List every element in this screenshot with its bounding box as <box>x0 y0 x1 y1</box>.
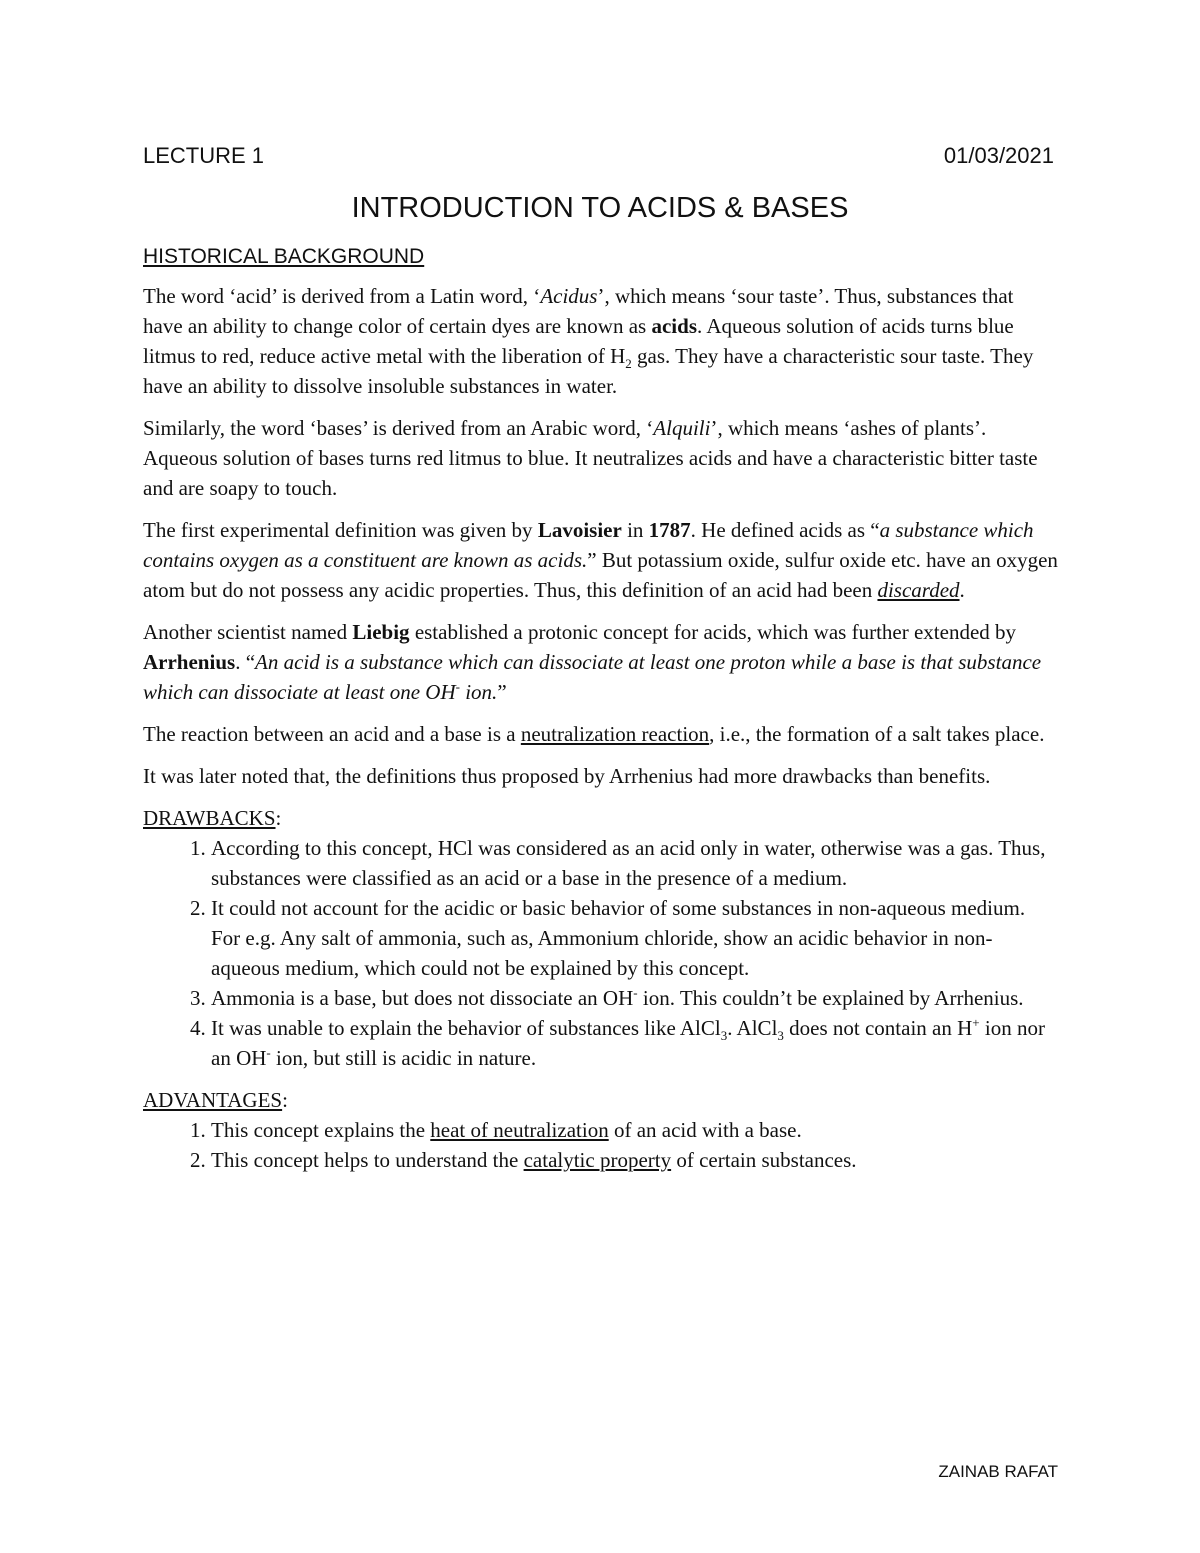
text-run: An acid is a substance which can dissociate at least one proton while a base is that substance which can dissociate at least one OH <box>143 650 1042 704</box>
paragraph-acid-origin <box>143 281 1058 401</box>
name-liebig: Liebig <box>352 620 410 644</box>
text-run: The word ‘acid’ is derived from a Latin word, ‘ <box>143 284 541 308</box>
text-run: ’, which means ‘sour taste’. Thus, substances that have an ability to change color of certain dyes are known as <box>143 284 1014 338</box>
list-item: 2. It could not account for the acidic or basic behavior of some substances in non-aqueous medium. For e.g. Any salt of ammonia, such as, Ammonium chloride, show an acidic behavior in non-aqueous medium, which could not be explained by this concept. <box>211 893 1058 983</box>
list-item <box>211 983 1058 1013</box>
quote-lavoisier: a substance which contains oxygen as a constituent are known as acids. <box>143 518 1034 572</box>
text-run: ion. This couldn’t be explained by Arrhenius. <box>637 986 1024 1010</box>
lecture-date: 01/03/2021 <box>943 143 1054 168</box>
subscript: 3 <box>720 1028 728 1044</box>
text-run: does not contain an H <box>783 1016 973 1040</box>
superscript: + <box>972 1015 980 1030</box>
section-heading-historical: HISTORICAL BACKGROUND <box>143 245 425 268</box>
author-footer: ZAINAB RAFAT <box>938 1462 1058 1481</box>
text-run: The reaction between an acid and a base is a <box>143 722 521 746</box>
text-run: , i.e., the formation of a salt takes place. <box>709 722 1045 746</box>
text-run: ’, which means ‘ashes of plants’. Aqueous solution of bases turns red litmus to blue. It neutralizes acids and have a characteristic bitter taste and are soapy to touch. <box>143 416 1038 500</box>
text-run: gas. They have a characteristic sour taste. They have an ability to dissolve insoluble substances in water. <box>143 344 1034 398</box>
advantages-list <box>143 1115 1058 1175</box>
heading-colon: : <box>282 1088 288 1112</box>
text-run: of certain substances. <box>671 1148 857 1172</box>
text-run: Similarly, the word ‘bases’ is derived from an Arabic word, ‘ <box>143 416 654 440</box>
list-item: 1. According to this concept, HCl was considered as an acid only in water, otherwise was a gas. Thus, substances were classified as an acid or a base in the presence of a medium. <box>211 833 1058 893</box>
year-1787: 1787 <box>648 518 691 542</box>
text-run: . Aqueous solution of acids turns blue litmus to red, reduce active metal with the liberation of H <box>143 314 1014 368</box>
list-item <box>211 1145 1058 1175</box>
page-title: INTRODUCTION TO ACIDS & BASES <box>351 192 849 224</box>
text-run: ion, but still is acidic in nature. <box>270 1046 537 1070</box>
subscript: 3 <box>777 1028 784 1044</box>
drawbacks-heading <box>143 803 1058 833</box>
text-run: ” But potassium oxide, sulfur oxide etc. have an oxygen atom but do not possess any acidic properties. Thus, this definition of an acid had been <box>143 548 1058 602</box>
text-run: . <box>959 578 965 602</box>
term-alquili: Alquili <box>653 416 711 440</box>
list-item <box>211 1013 1058 1073</box>
advantages-heading-label: ADVANTAGES <box>143 1088 283 1112</box>
text-run: Ammonia is a base, but does not dissociate an OH <box>211 986 634 1010</box>
term-acidus: Acidus <box>540 284 598 308</box>
drawbacks-heading-label: DRAWBACKS <box>143 806 276 830</box>
text-run: . He defined acids as “ <box>690 518 880 542</box>
text-run: . “ <box>235 650 256 674</box>
text-run: Another scientist named <box>143 620 353 644</box>
heading-colon: : <box>275 806 282 830</box>
superscript: - <box>455 679 460 694</box>
text-run: It was unable to explain the behavior of substances like AlCl <box>211 1016 721 1040</box>
superscript: - <box>633 985 638 1000</box>
text-run: The first experimental definition was given by <box>143 518 538 542</box>
text-run: established a protonic concept for acids, which was further extended by <box>409 620 1017 644</box>
term-catalytic-property: catalytic property <box>523 1148 672 1172</box>
name-arrhenius: Arrhenius <box>143 650 236 674</box>
quote-arrhenius <box>143 650 1041 704</box>
paragraph-liebig-arrhenius <box>143 617 1058 707</box>
list-item <box>211 1115 1058 1145</box>
superscript: - <box>266 1045 271 1060</box>
term-neutralization-reaction: neutralization reaction <box>520 722 710 746</box>
paragraph-drawbacks-intro: It was later noted that, the definitions thus proposed by Arrhenius had more drawbacks than benefits. <box>143 764 991 788</box>
text-run: This concept helps to understand the <box>211 1148 524 1172</box>
text-run: ion. <box>459 680 498 704</box>
document-body <box>143 245 1058 1175</box>
lecture-label: LECTURE 1 <box>143 143 265 168</box>
subscript: 2 <box>625 356 632 372</box>
term-heat-of-neutralization: heat of neutralization <box>430 1118 609 1142</box>
paragraph-neutralization <box>143 719 1058 749</box>
text-run: ” <box>497 680 507 704</box>
advantages-heading <box>143 1085 1058 1115</box>
drawbacks-list <box>143 833 1058 1073</box>
term-discarded: discarded <box>877 578 960 602</box>
term-acids: acids <box>651 314 697 338</box>
text-run: in <box>621 518 649 542</box>
text-run: ion nor an OH <box>211 1016 1045 1070</box>
paragraph-base-origin <box>143 413 1058 503</box>
text-run: This concept explains the <box>211 1118 431 1142</box>
text-run: . AlCl <box>727 1016 778 1040</box>
paragraph-lavoisier <box>143 515 1058 605</box>
name-lavoisier: Lavoisier <box>537 518 622 542</box>
text-run: of an acid with a base. <box>608 1118 802 1142</box>
